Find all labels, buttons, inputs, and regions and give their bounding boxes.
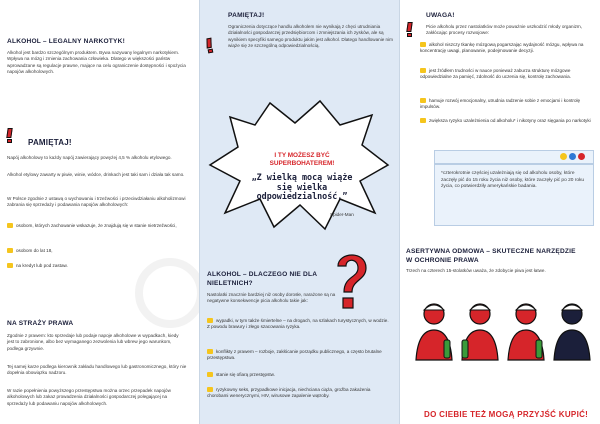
teens-illustration [408, 296, 596, 396]
section-title-law: NA STRAŻY PRAWA [7, 320, 74, 327]
exclamation-icon [205, 37, 215, 53]
teen-figure [554, 304, 590, 360]
list-item: osobom do lat 18, [7, 248, 187, 254]
quote-text: „Z wielką mocą wiąże się wielka odpowiedzialność.” [251, 172, 353, 201]
section-title-minors: ALKOHOL – DLACZEGO NIE DLA NIELETNICH? [207, 271, 317, 287]
window-controls [560, 153, 590, 161]
exclamation-icon [406, 22, 414, 37]
thumb-icon [420, 68, 426, 73]
thumb-icon [7, 263, 13, 268]
remember-paragraph-3: W Polsce zgodnie z ustawą o wychowaniu i trzeźwości i przeciwdziałaniu alkoholizmowi zabrania się sprzedaży i podawania napojów alkoholowych: [7, 196, 186, 208]
remember-paragraph-2: Alkohol etylowy zawarty w piwie, winie, wódce, drinkach jest taki sam i działa tak samo. [7, 172, 185, 177]
exclamation-icon [6, 128, 14, 143]
law-paragraph-2: Tej samej karze podlega kierownik zakładu handlowego lub gastronomicznego, który nie dopełnia obowiązku nadzoru. [7, 364, 187, 376]
section-title-assertive: ASERTYWNA ODMOWA – SKUTECZNE NARZĘDZIE W OCHRONIE PRAWA [406, 248, 576, 264]
thumb-icon [420, 118, 426, 123]
list-item: alkohol niszczy tkankę mózgową pogarszając wydajność mózgu, wpływa na koncentrację uwagi, planowanie, podejmowanie decyzji. [420, 42, 584, 54]
list-item: jest źródłem trudności w nauce ponieważ zaburza strukturę mózgowe odpowiedzialne za pamięć, zdolność do uczenia się, kontrolę zachowania. [420, 68, 571, 80]
list-item: wypadki, w tym także śmiertelne – na drogach, na szlakach turystycznych, w wodzie. Z powodu brawury i złego szacowania ryzyka. [207, 318, 389, 330]
right-column [400, 0, 600, 424]
list-item: hamuje rozwój emocjonalny, utrudnia radzenie sobie z emocjami i kontrolę impulsów. [420, 98, 581, 110]
list-item: zwiększa ryzyko uzależnienia od alkoholu* i nikotyny oraz sięgania po narkotyki [420, 118, 592, 124]
list-item: ryzykowny seks, przypadkowe inicjacja, niechciana ciąża, groźba zakażenia chorobami wenerycznymi, HIV, wirusowe zapalenie wątroby. [207, 387, 371, 399]
thumb-icon [420, 98, 426, 103]
thumb-icon [207, 387, 213, 392]
list-item: osobom, których zachowanie wskazuje, że znajdują się w stanie nietrzeźwości, [7, 223, 187, 229]
list-item: na kredyt lub pod zastaw. [7, 263, 187, 269]
close-icon [578, 153, 585, 160]
middle-column [200, 0, 400, 424]
decorative-hand-icon [135, 258, 200, 328]
left-column [0, 0, 200, 424]
fold-divider [199, 0, 200, 424]
teen-figure [508, 304, 544, 360]
thumb-icon [7, 248, 13, 253]
law-paragraph-1: Zgodnie z prawem: kto sprzedaje lub podaje napoje alkoholowe w wypadkach, kiedy jest to zabronione, albo bez wymaganego zezwolenia lub wbrew jego warunkom, podlega grzywnie. [7, 333, 179, 351]
remember-paragraph-1: Napój alkoholowy to każdy napój zawierający powyżej 4,5 % alkoholu etylowego. [7, 155, 172, 160]
remember-heading: PAMIĘTAJ! [228, 12, 265, 19]
warning-paragraph: Picie alkoholu przez nastolatków może poważnie uszkodzić młody organizm, zakłócając procesy rozwojowe: [426, 24, 583, 36]
maximize-icon [569, 153, 576, 160]
assertive-paragraph: Trzech na czterech 15-stolatków uważa, że zdobycie piwa jest łatwe. [406, 268, 546, 273]
law-paragraph-3: W razie popełnienia powyższego przestępstwa można orzec przepadek napojów alkoholowych lub zakaz prowadzenia działalności gospodarczej polegającej na sprzedaży lub podawaniu napojów alkoholowych. [7, 388, 171, 406]
section-paragraph: Alkohol jest bardzo szczególnym produktem. Bywa nazywany legalnym narkotykiem. Wpływa na mózg i zmienia zachowania człowieka. Dlatego w większości państw wprowadzane są regulacje prawne, mające na celu ograniczenie dostępności i spożycia napojów alkoholowych. [7, 50, 186, 74]
quote-author: Spider-Man [330, 212, 354, 217]
bottom-banner: DO CIEBIE TEŻ MOGĄ PRZYJŚĆ KUPIĆ! [424, 410, 589, 419]
info-box-text: *czterokrotnie częściej uzależniają się od alkoholu osoby, które zaczęły pić do 15 roku życia niż osoby, które zaczęły pić po 20 roku życia, co potwierdziły amerykańskie badania. [441, 171, 585, 190]
list-item: konflikty z prawem – rozboje, zakłócanie porządku publicznego, a często brutalne przestępstwa. [207, 349, 382, 361]
fold-divider [399, 0, 400, 424]
thumb-icon [7, 223, 13, 228]
minimize-icon [560, 153, 567, 160]
warning-heading: UWAGA! [426, 12, 455, 19]
minors-paragraph: Nastolatki znacznie bardziej niż osoby dorosłe, narażone są na negatywne konsekwencje picia alkoholu takie jak: [207, 292, 336, 304]
section-title-legal-drug: ALKOHOL – LEGALNY NARKOTYK! [7, 38, 125, 45]
thumb-icon [207, 349, 213, 354]
thumb-icon [207, 372, 213, 377]
remember-heading: PAMIĘTAJ! [28, 138, 72, 147]
list-item: stanie się ofiarą przestępstw. [207, 372, 392, 378]
teen-figure [416, 304, 452, 360]
thumb-icon [420, 42, 426, 47]
thumb-icon [207, 318, 213, 323]
teen-figure [462, 304, 498, 360]
info-box [434, 164, 594, 226]
superhero-heading: I TY MOŻESZ BYĆ SUPERBOHATEREM! [269, 152, 335, 167]
remember-paragraph: Ograniczenia dotyczące handlu alkoholem nie wynikają z chęci utrudniania działalności gospodarczej przedsiębiorcom i zmniejszania ich zysków, ale są wynikiem specyfiki samego produktu jakim jest alkohol. Dlatego handlowanie nim wiąże się ze szczególną odpowiedzialnością. [228, 24, 393, 48]
